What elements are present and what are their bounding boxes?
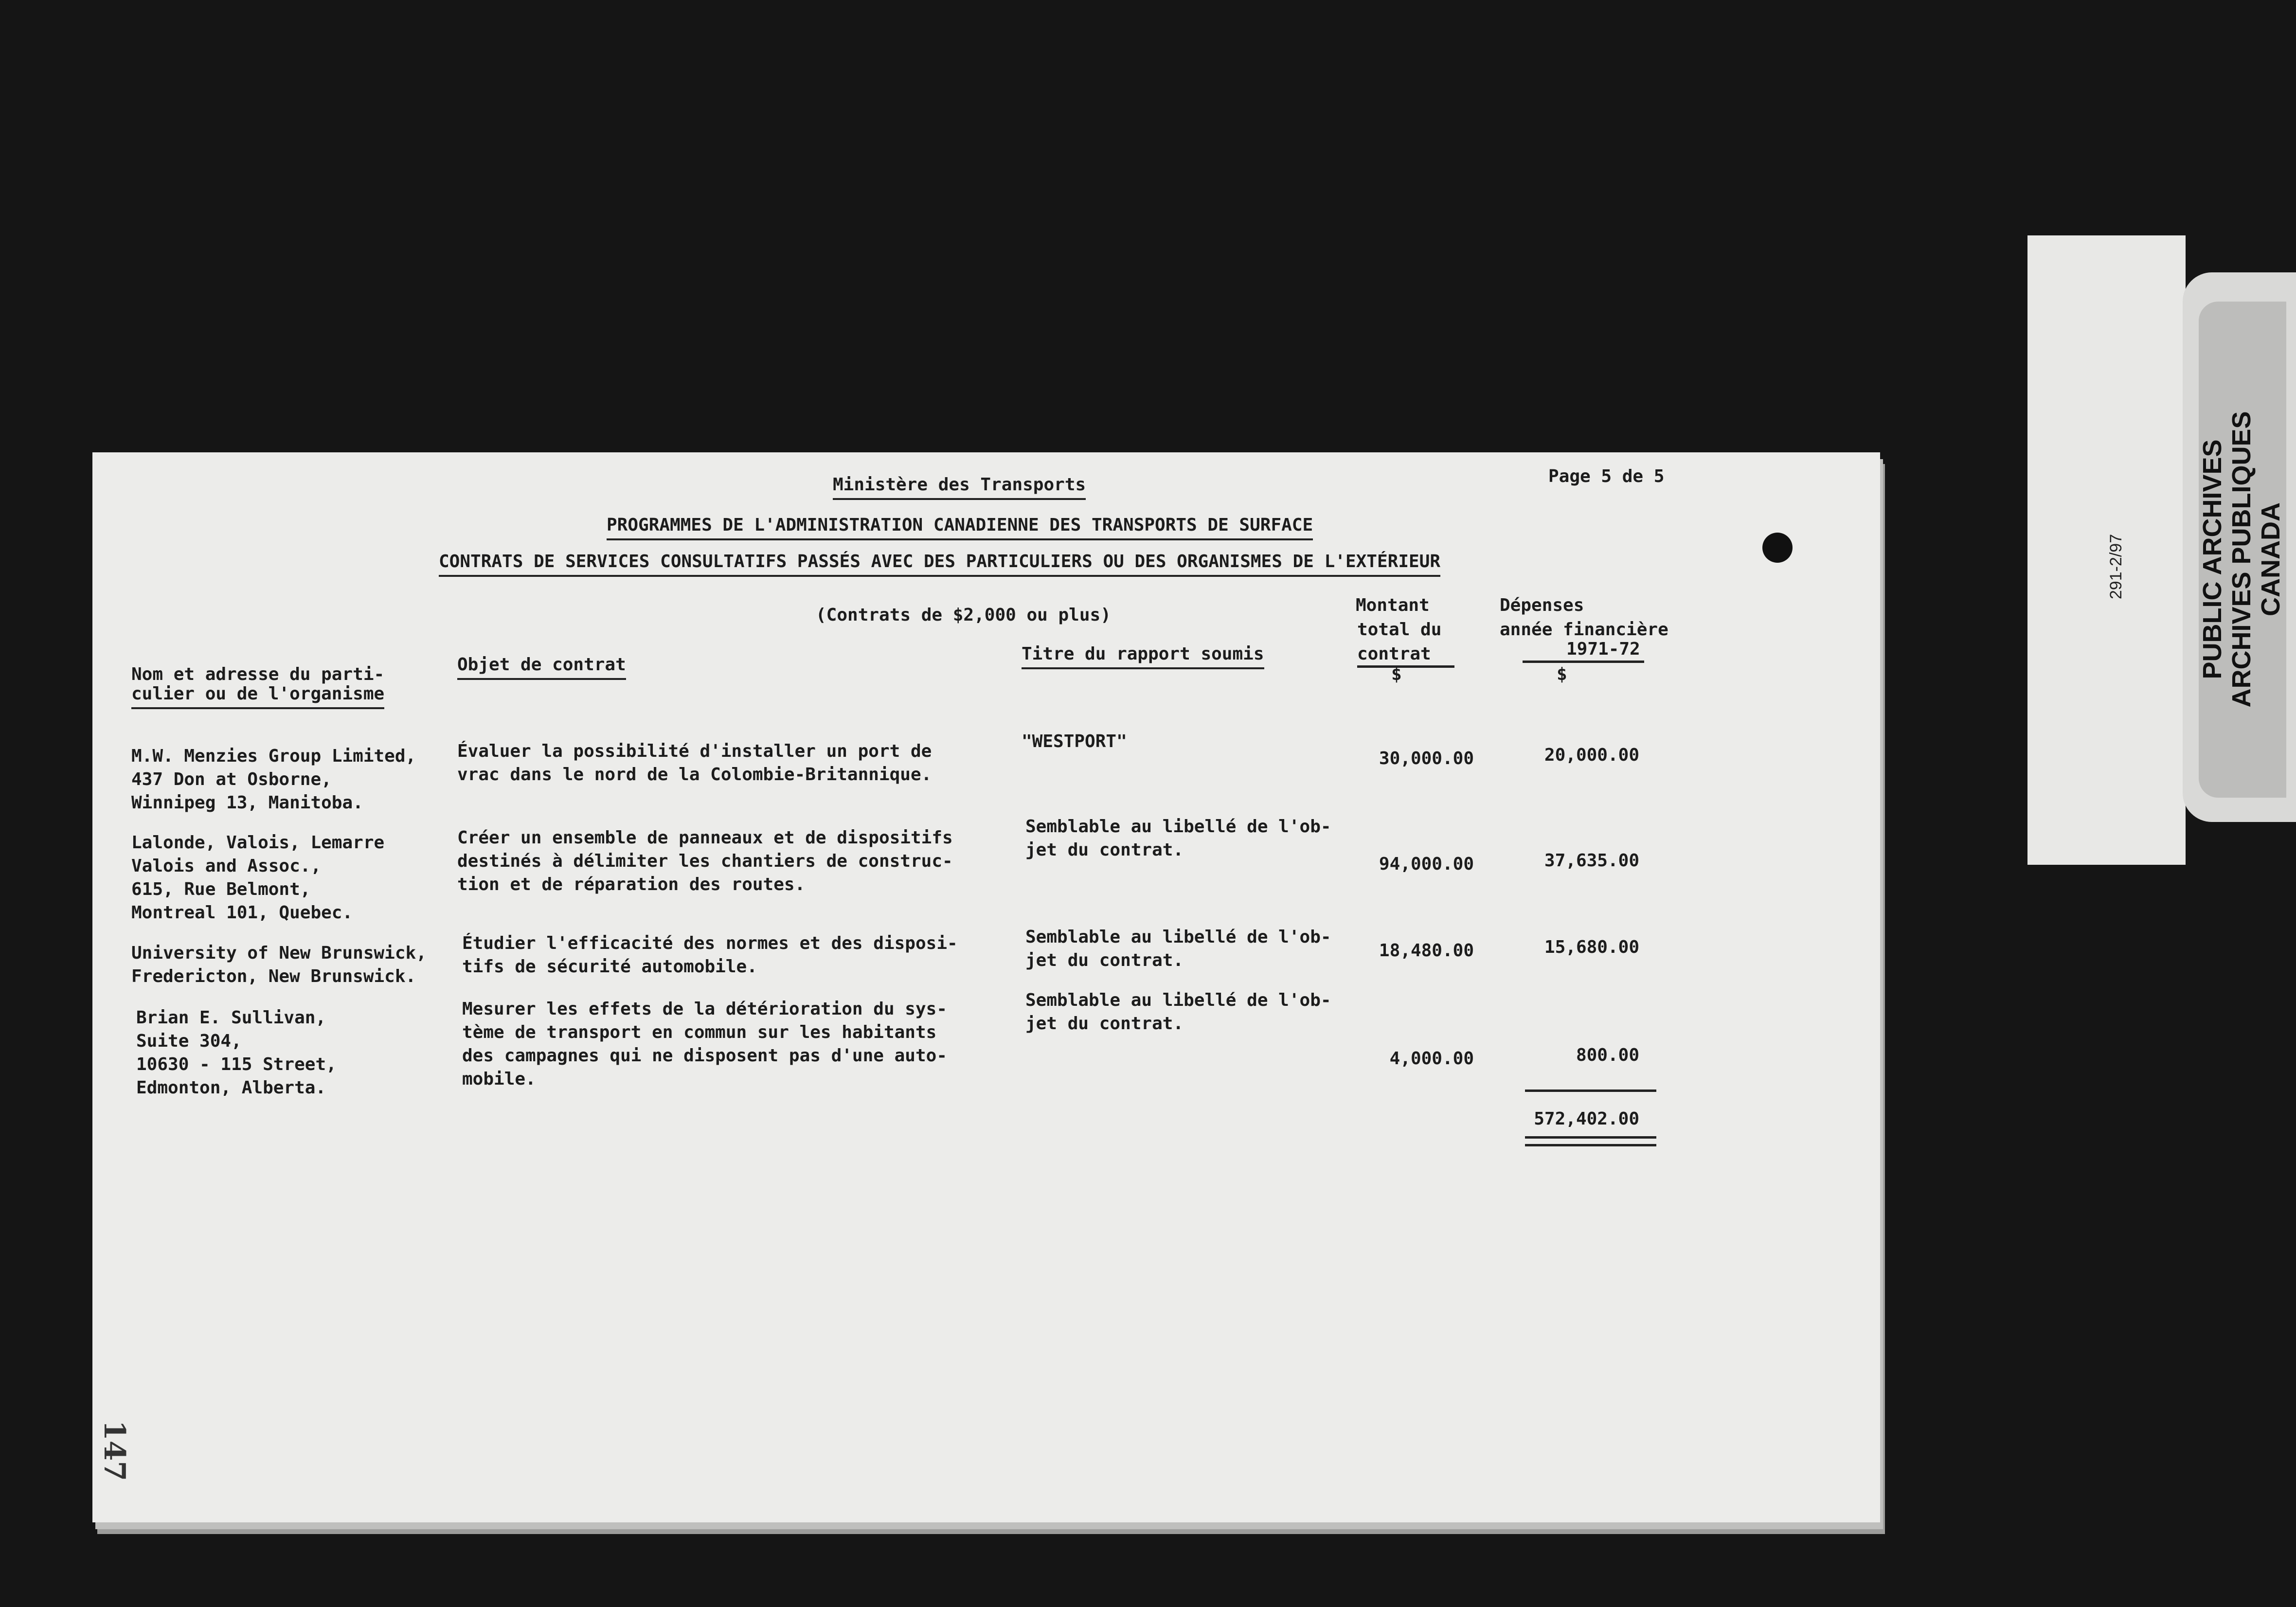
header-object: Objet de contrat (457, 653, 626, 680)
archive-reference: 291-2/97 (2107, 534, 2125, 600)
archive-stamp-text: PUBLIC ARCHIVES ARCHIVES PUBLIQUES CANADA (2198, 411, 2285, 708)
header-report: Titre du rapport soumis (1022, 642, 1264, 669)
total-rule (1525, 1089, 1656, 1092)
grand-total: 572,402.00 (1534, 1109, 1639, 1129)
document-title: CONTRATS DE SERVICES CONSULTATIFS PASSÉS AVEC DES PARTICULIERS OU DES ORGANISMES DE L'EXTÉRIEUR (439, 550, 1440, 577)
document-subtitle: (Contrats de $2,000 ou plus) (816, 605, 1111, 625)
double-rule-bottom (1525, 1144, 1656, 1146)
folio-number: 147 (97, 1420, 131, 1482)
program-title: PROGRAMMES DE L'ADMINISTRATION CANADIENNE DES TRANSPORTS DE SURFACE (607, 513, 1313, 540)
document-page: Ministère des Transports Page 5 de 5 PROGRAMMES DE L'ADMINISTRATION CANADIENNE DES TRANSPORTS DE SURFACE CONTRATS DE SERVICES CONSULTATIFS PASSÉS AVEC DES PARTICULIERS OU DES ORGANISMES DE L'EXTÉRIEUR (Contrats de $2,000 ou plus) Nom et adresse du parti- culier ou de l'organisme Objet de contrat Titre du rapport soumis Montant total du contrat $ Dépenses année financière 1971-72 $ M.W. Menzies Group Limited, 437 Don at Osborne, Winnipeg 13, Manitoba. Évaluer la possibilité d'installer un port de vrac dans le nord de la Colombie-Britannique. "WESTPORT" 30,000.00 20,000.00 Lalonde, Valois, Lemarre Valois and Assoc., 615, Rue Belmont, Montreal 101, Quebec. Créer un ensemble de panneaux et de dispositifs destinés à délimiter les chantiers de construc- tion et de réparation des routes. Semblable au libellé de l'ob- jet du contrat. 94,000.00 37,635.00 University of New Brunswick, Fredericton, New Brunswick. Étudier l'efficacité des normes et des disposi- tifs de sécurité automobile. Semblable au libellé de l'ob- jet du contrat. 18,480.00 15,680.00 Brian E. Sullivan, Suite 304, 10630 - 115 Street, Edmonton, Alberta. Mesurer les effets de la détérioration du sys- tème de transport en commun sur les habitants des campagnes qui ne disposent pas d'une auto- mobile. Semblable au libellé de l'ob- jet du contrat. 4,000.00 800.00 572,402.00 (92, 452, 1880, 1522)
double-rule-top (1525, 1136, 1656, 1139)
page-number: Page 5 de 5 (1548, 466, 1665, 486)
ministry-title: Ministère des Transports (833, 473, 1086, 500)
punch-hole (1762, 533, 1793, 563)
